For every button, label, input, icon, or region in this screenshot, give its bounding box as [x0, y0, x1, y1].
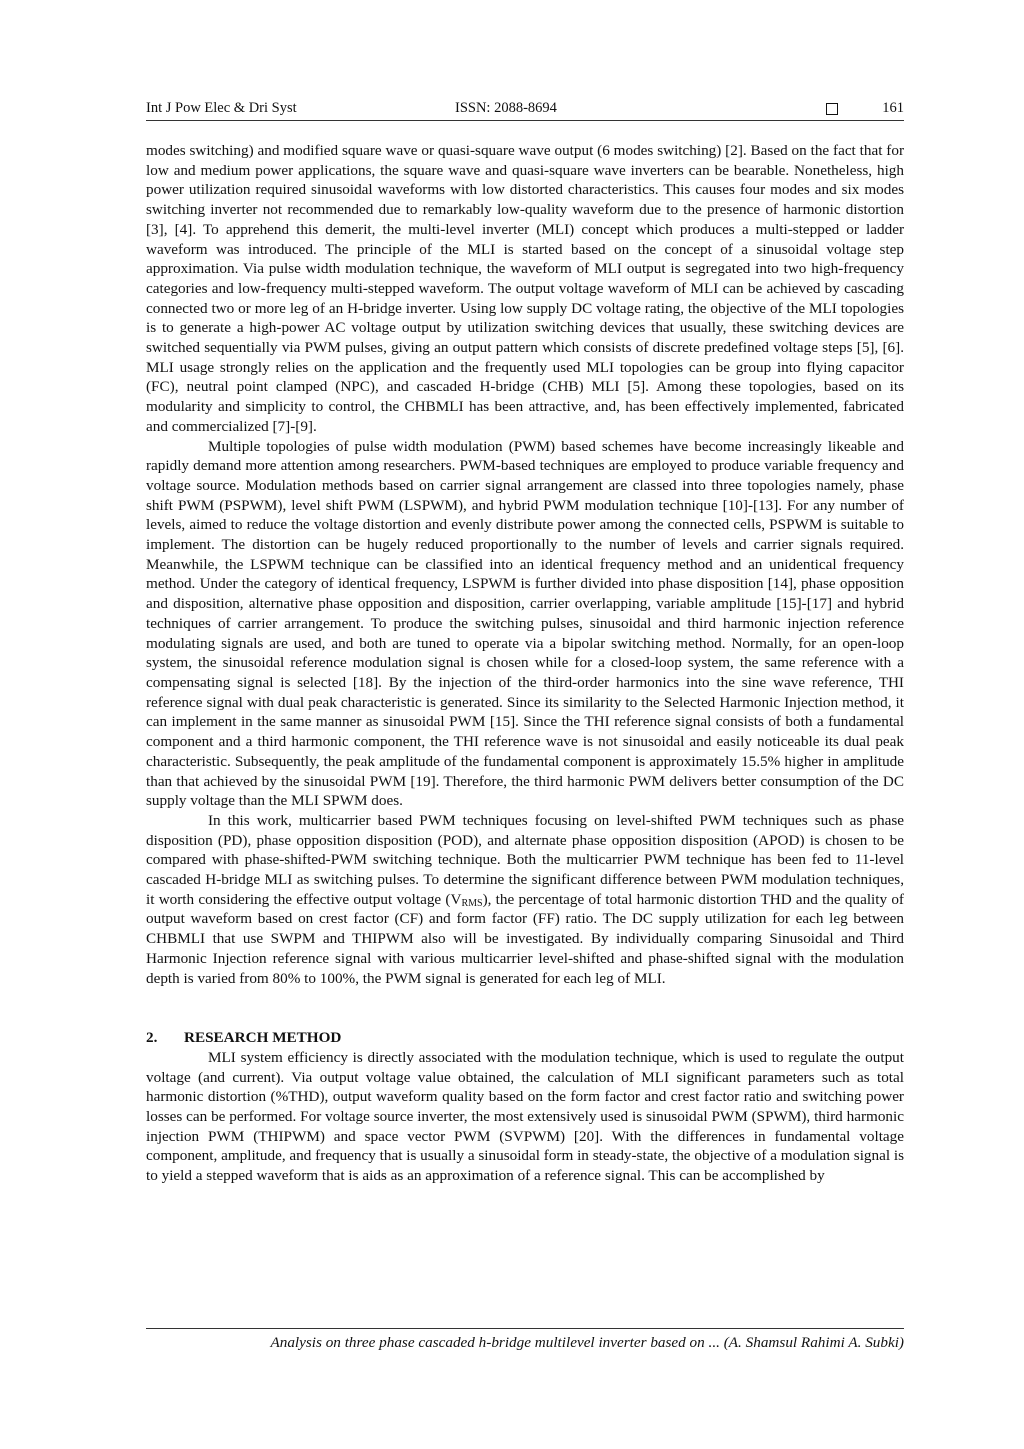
- section-heading: [146, 1028, 904, 1048]
- paragraph-1: modes switching) and modified square wave or quasi-square wave output (6 modes switching) [2]. Based on the fact that for low and medium power applications, the square wave and quasi-square wave inverters can be bearable. Nonetheless, high power utilization required sinusoidal waveforms with low distorted characteristics. This causes four modes and six modes switching inverter not recommended due to remarkably low-quality waveform due to the presence of harmonic distortion [3], [4]. To apprehend this demerit, the multi-level inverter (MLI) concept which produces a multi-stepped or ladder waveform was introduced. The principle of the MLI is started based on the concept of a sinusoidal voltage step approximation. Via pulse width modulation technique, the waveform of MLI output is segregated into two high-frequency categories and low-frequency multi-stepped waveform. The output voltage waveform of MLI can be achieved by cascading connected two or more leg of an H-bridge inverter. Using low supply DC voltage rating, the objective of the MLI topologies is to generate a high-power AC voltage output by utilization switching devices that usually, these switching devices are switched sequentially via PWM pulses, giving an output pattern which consists of discrete predefined voltage steps [5], [6]. MLI usage strongly relies on the application and the frequently used MLI topologies can be group into flying capacitor (FC), neutral point clamped (NPC), and cascaded H-bridge (CHB) MLI [5]. Among these topologies, based on its modularity and simplicity to control, the CHBMLI has been attractive, and, has been effectively implemented, fabricated and commercialized [7]-[9].: [146, 142, 904, 435]
- section-number: 2.: [146, 1029, 158, 1047]
- section-title: RESEARCH METHOD: [184, 1029, 342, 1047]
- running-title: Analysis on three phase cascaded h-bridge multilevel inverter based on ... (A. Shamsul Rahimi A. Subki): [270, 1334, 904, 1351]
- paragraph-2: Multiple topologies of pulse width modulation (PWM) based schemes have become increasingly likeable and rapidly demand more attention among researchers. PWM-based techniques are employed to produce variable frequency and voltage source. Modulation methods based on carrier signal arrangement are classed into three topologies namely, phase shift PWM (PSPWM), level shift PWM (LSPWM), and hybrid PWM modulation technique [10]-[13]. For any number of levels, aimed to reduce the voltage distortion and evenly distribute power among the connected cells, PSPWM is suitable to implement. The distortion can be hugely reduced proportionally to the number of levels and carrier signals required. Meanwhile, the LSPWM technique can be classified into an identical frequency method and an unidentical frequency method. Under the category of identical frequency, LSPWM is further divided into phase disposition [14], phase opposition and disposition, alternative phase opposition and disposition, carrier overlapping, variable amplitude [15]-[17] and hybrid techniques of carrier arrangement. To produce the switching pulses, sinusoidal and third harmonic injection reference modulating signals are used, and both are tuned to operate via a bipolar switching method. Normally, for an open-loop system, the sinusoidal reference modulation signal is chosen while for a closed-loop system, the same reference with a compensating signal is selected [18]. By the injection of the third-order harmonics into the sine wave reference, THI reference signal with dual peak characteristic is generated. Since its similarity to the Selected Harmonic Injection method, it can implement in the same manner as sinusoidal PWM [15]. Since the THI reference signal consists of both a fundamental component and a third harmonic component, the THI reference wave is not sinusoidal and easily noticeable its dual peak characteristic. Subsequently, the peak amplitude of the fundamental component is approximately 15.5% higher in amplitude than that achieved by the sinusoidal PWM [19]. Therefore, the third harmonic PWM delivers better consumption of the DC supply voltage than the MLI SPWM does.: [146, 437, 904, 810]
- section-2-paragraph: MLI system efficiency is directly associated with the modulation technique, which is used to regulate the output voltage (and current). Via output voltage value obtained, the calculation of MLI significant parameters such as total harmonic distortion (%THD), output waveform quality based on the form factor and crest factor ratio and switching power losses can be performed. For voltage source inverter, the most extensively used is sinusoidal PWM (SPWM), third harmonic injection PWM (THIPWM) and space vector PWM (SVPWM) [20]. With the differences in fundamental voltage component, amplitude, and frequency that is usually a sinusoidal form in steady-state, the objective of a modulation signal is to yield a stepped waveform that is aids as an approximation of a reference signal. This can be accomplished by: [146, 1048, 904, 1185]
- journal-name: Int J Pow Elec & Dri Syst: [146, 100, 297, 116]
- paragraph-3-part-1: In this work, multicarrier based PWM techniques focusing on level-shifted PWM techniques such as phase disposition (PD), phase opposition disposition (POD), and alternate phase opposition disposition (APOD) is chosen to be compared with phase-shifted-PWM switching technique. Both the multicarrier PWM technique has been fed to 11-level cascaded H-bridge MLI as switching pulses. To determine the significant difference between PWM modulation techniques, it worth considering the effective output voltage (V: [146, 811, 904, 908]
- paragraph-3-part-2: ), the percentage of total harmonic distortion THD and the quality of output waveform based on crest factor (CF) and form factor (FF) ratio. The DC supply utilization for each leg between CHBMLI that use SWPM and THIPWM also will be investigated. By individually comparing Sinusoidal and Third Harmonic Injection reference signal with various multicarrier level-shifted and phase-shifted signal with the modulation depth is varied from 80% to 100%, the PWM signal is generated for each leg of MLI.: [146, 890, 904, 987]
- page-number: 161: [882, 100, 904, 116]
- body-text: [146, 141, 904, 1186]
- rms-subscript: RMS: [461, 897, 483, 909]
- square-box-icon: [826, 103, 838, 115]
- issn: ISSN: 2088-8694: [455, 100, 557, 116]
- paragraph-3: [146, 811, 904, 988]
- page-header: [146, 100, 904, 121]
- page-footer: [146, 1328, 904, 1352]
